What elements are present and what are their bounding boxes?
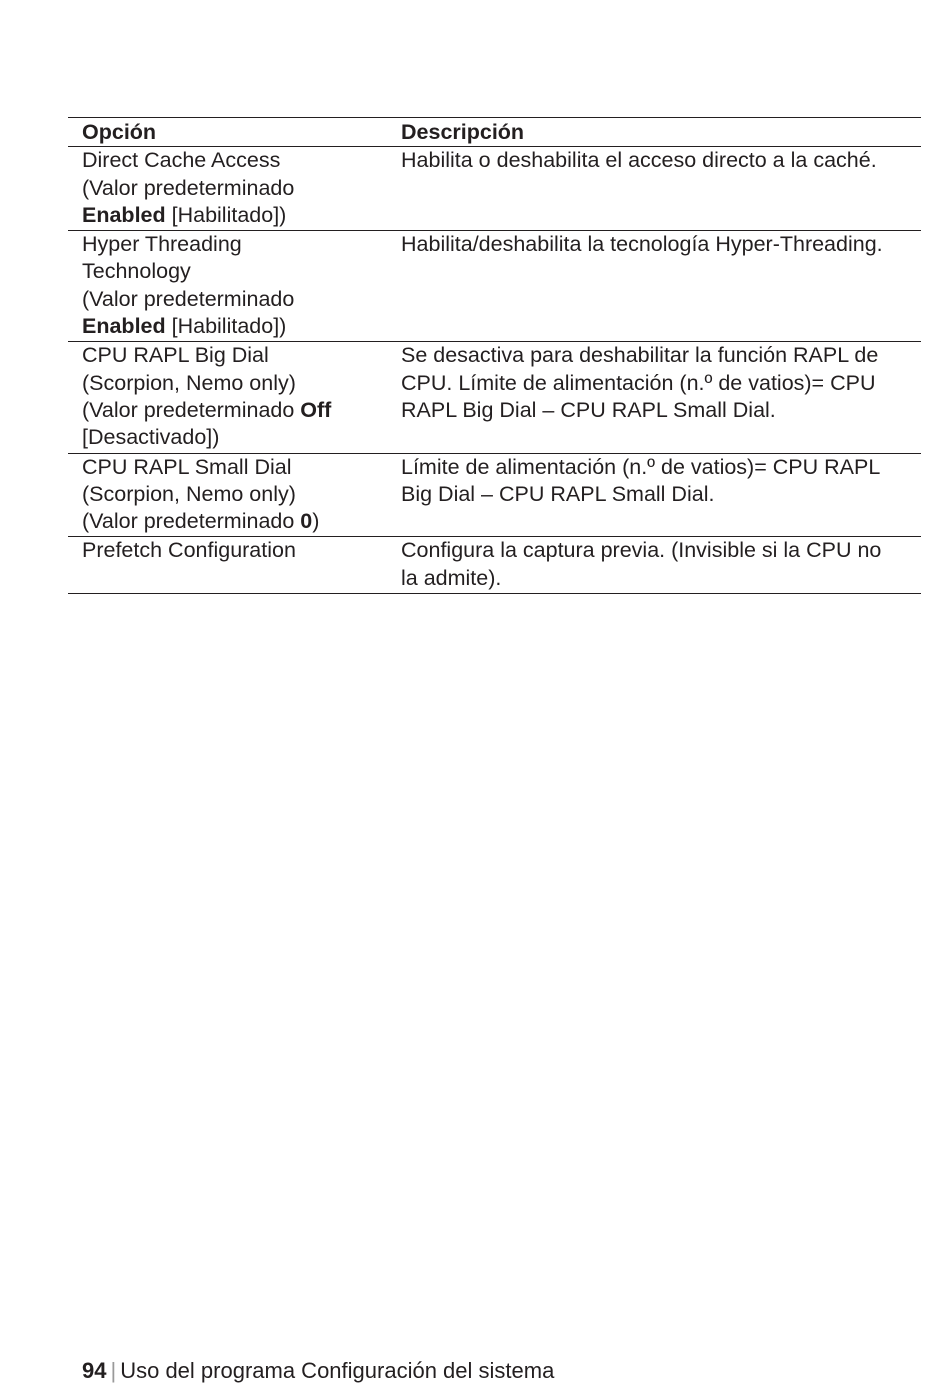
option-default-value [82, 313, 385, 340]
description-cell [385, 147, 921, 231]
description-text: Big Dial – CPU RAPL Small Dial. [401, 481, 715, 506]
description-text: Habilita/deshabilita la tecnología Hyper-Threading. [401, 232, 883, 257]
option-name: Prefetch Configuration [82, 538, 296, 563]
option-name: Hyper Threading [82, 232, 242, 257]
option-default: (Valor predeterminado [82, 286, 295, 311]
option-cell [68, 231, 385, 342]
default-value-bold: Enabled [82, 202, 166, 227]
option-cell [68, 147, 385, 231]
footer-separator: | [110, 1358, 117, 1383]
table-row [68, 231, 921, 342]
default-value-tail: [Habilitado]) [165, 314, 287, 339]
table-row [68, 342, 921, 453]
option-default [82, 508, 385, 535]
option-default-value [82, 202, 385, 229]
default-prefix: (Valor predeterminado [82, 397, 301, 422]
default-prefix: (Valor predeterminado [82, 509, 301, 534]
default-value-tail: ) [312, 509, 320, 534]
option-default: (Valor predeterminado [82, 175, 295, 200]
option-cell [68, 342, 385, 453]
table-row [68, 147, 921, 231]
header-description: Descripción [385, 118, 921, 147]
option-name-cont: Technology [82, 259, 191, 284]
default-value-bold: Off [300, 397, 332, 422]
description-cell [385, 453, 921, 537]
description-text: Se desactiva para deshabilitar la función RAPL de [401, 343, 879, 368]
table-row [68, 537, 921, 594]
section-title: Uso del programa Configuración del sistema [120, 1358, 555, 1383]
option-note: (Scorpion, Nemo only) [82, 370, 296, 395]
option-note: (Scorpion, Nemo only) [82, 481, 296, 506]
description-text: CPU. Límite de alimentación (n.º de vatios)= CPU [401, 370, 876, 395]
option-cell [68, 453, 385, 537]
option-default [82, 397, 385, 424]
option-name: Direct Cache Access [82, 148, 281, 173]
bios-options-table [68, 117, 921, 594]
description-cell [385, 537, 921, 594]
default-value-bold: Enabled [82, 314, 166, 339]
default-value-tail: [Habilitado]) [165, 202, 287, 227]
table-row [68, 453, 921, 537]
description-cell [385, 231, 921, 342]
default-value-bold: 0 [300, 509, 313, 534]
description-cell [385, 342, 921, 453]
description-text: Habilita o deshabilita el acceso directo a la caché. [401, 148, 877, 173]
page-number: 94 [82, 1358, 107, 1383]
table-header-row [68, 118, 921, 147]
option-default-tail: [Desactivado]) [82, 425, 220, 450]
option-name: CPU RAPL Small Dial [82, 454, 292, 479]
description-text: Configura la captura previa. (Invisible si la CPU no [401, 538, 882, 563]
option-name: CPU RAPL Big Dial [82, 343, 269, 368]
description-text: Límite de alimentación (n.º de vatios)= CPU RAPL [401, 454, 881, 479]
page-footer [82, 1356, 554, 1386]
description-text: la admite). [401, 565, 502, 590]
header-option: Opción [68, 118, 385, 147]
option-cell [68, 537, 385, 594]
description-text: RAPL Big Dial – CPU RAPL Small Dial. [401, 397, 776, 422]
